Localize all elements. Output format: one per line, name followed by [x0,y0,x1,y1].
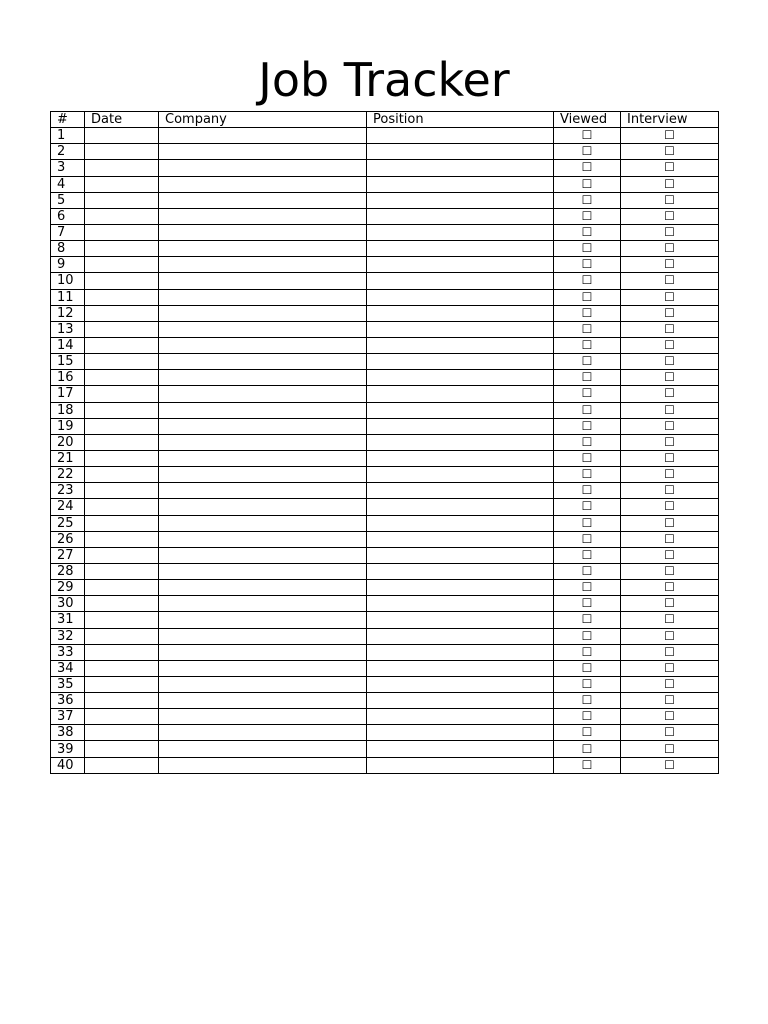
table-row [51,450,719,466]
viewed-checkbox-icon[interactable]: ☐ [554,273,621,289]
row-number: 39 [51,741,85,757]
table-row [51,612,719,628]
viewed-checkbox-icon[interactable]: ☐ [554,676,621,692]
table-row [51,224,719,240]
row-number: 3 [51,160,85,176]
position-cell[interactable] [367,547,554,563]
date-cell[interactable] [85,644,159,660]
company-cell[interactable] [159,321,367,337]
date-cell[interactable] [85,483,159,499]
table-row [51,241,719,257]
interview-checkbox-icon[interactable]: ☐ [621,450,719,466]
company-cell[interactable] [159,644,367,660]
date-cell[interactable] [85,660,159,676]
position-cell[interactable] [367,128,554,144]
row-number: 37 [51,709,85,725]
interview-checkbox-icon[interactable]: ☐ [621,596,719,612]
position-cell[interactable] [367,273,554,289]
table-row [51,289,719,305]
position-cell[interactable] [367,241,554,257]
table-row [51,144,719,160]
company-cell[interactable] [159,741,367,757]
position-cell[interactable] [367,176,554,192]
interview-checkbox-icon[interactable]: ☐ [621,273,719,289]
viewed-checkbox-icon[interactable]: ☐ [554,515,621,531]
column-header-number: # [51,112,85,128]
viewed-checkbox-icon[interactable]: ☐ [554,418,621,434]
table-row [51,709,719,725]
company-cell[interactable] [159,224,367,240]
table-row [51,531,719,547]
row-number: 22 [51,467,85,483]
viewed-checkbox-icon[interactable]: ☐ [554,208,621,224]
row-number: 11 [51,289,85,305]
interview-checkbox-icon[interactable]: ☐ [621,418,719,434]
interview-checkbox-icon[interactable]: ☐ [621,257,719,273]
viewed-checkbox-icon[interactable]: ☐ [554,499,621,515]
interview-checkbox-icon[interactable]: ☐ [621,660,719,676]
row-number: 14 [51,337,85,353]
viewed-checkbox-icon[interactable]: ☐ [554,563,621,579]
row-number: 12 [51,305,85,321]
company-cell[interactable] [159,208,367,224]
row-number: 32 [51,628,85,644]
viewed-checkbox-icon[interactable]: ☐ [554,386,621,402]
interview-checkbox-icon[interactable]: ☐ [621,531,719,547]
viewed-checkbox-icon[interactable]: ☐ [554,305,621,321]
position-cell[interactable] [367,321,554,337]
interview-checkbox-icon[interactable]: ☐ [621,402,719,418]
date-cell[interactable] [85,305,159,321]
column-header-position: Position [367,112,554,128]
company-cell[interactable] [159,144,367,160]
row-number: 9 [51,257,85,273]
position-cell[interactable] [367,418,554,434]
company-cell[interactable] [159,580,367,596]
viewed-checkbox-icon[interactable]: ☐ [554,354,621,370]
viewed-checkbox-icon[interactable]: ☐ [554,596,621,612]
viewed-checkbox-icon[interactable]: ☐ [554,660,621,676]
row-number: 26 [51,531,85,547]
row-number: 21 [51,450,85,466]
date-cell[interactable] [85,515,159,531]
table-row [51,660,719,676]
interview-checkbox-icon[interactable]: ☐ [621,693,719,709]
table-row [51,305,719,321]
row-number: 29 [51,580,85,596]
viewed-checkbox-icon[interactable]: ☐ [554,612,621,628]
company-cell[interactable] [159,434,367,450]
row-number: 10 [51,273,85,289]
interview-checkbox-icon[interactable]: ☐ [621,725,719,741]
table-row [51,757,719,773]
job-tracker-table [50,111,719,774]
table-row [51,693,719,709]
table-row [51,628,719,644]
company-cell[interactable] [159,757,367,773]
date-cell[interactable] [85,224,159,240]
table-row [51,499,719,515]
company-cell[interactable] [159,612,367,628]
date-cell[interactable] [85,273,159,289]
position-cell[interactable] [367,467,554,483]
company-cell[interactable] [159,370,367,386]
viewed-checkbox-icon[interactable]: ☐ [554,289,621,305]
date-cell[interactable] [85,144,159,160]
position-cell[interactable] [367,725,554,741]
date-cell[interactable] [85,450,159,466]
company-cell[interactable] [159,241,367,257]
row-number: 28 [51,563,85,579]
date-cell[interactable] [85,596,159,612]
table-row [51,741,719,757]
row-number: 40 [51,757,85,773]
table-row [51,192,719,208]
position-cell[interactable] [367,709,554,725]
header-row [51,112,719,128]
company-cell[interactable] [159,160,367,176]
row-number: 18 [51,402,85,418]
date-cell[interactable] [85,709,159,725]
interview-checkbox-icon[interactable]: ☐ [621,612,719,628]
interview-checkbox-icon[interactable]: ☐ [621,305,719,321]
interview-checkbox-icon[interactable]: ☐ [621,741,719,757]
row-number: 15 [51,354,85,370]
position-cell[interactable] [367,563,554,579]
table-row [51,676,719,692]
table-row [51,208,719,224]
interview-checkbox-icon[interactable]: ☐ [621,580,719,596]
date-cell[interactable] [85,208,159,224]
table-row [51,370,719,386]
table-row [51,128,719,144]
position-cell[interactable] [367,224,554,240]
table-row [51,418,719,434]
position-cell[interactable] [367,402,554,418]
position-cell[interactable] [367,257,554,273]
company-cell[interactable] [159,418,367,434]
interview-checkbox-icon[interactable]: ☐ [621,515,719,531]
viewed-checkbox-icon[interactable]: ☐ [554,321,621,337]
company-cell[interactable] [159,386,367,402]
date-cell[interactable] [85,725,159,741]
date-cell[interactable] [85,563,159,579]
row-number: 23 [51,483,85,499]
row-number: 35 [51,676,85,692]
company-cell[interactable] [159,628,367,644]
viewed-checkbox-icon[interactable]: ☐ [554,160,621,176]
row-number: 24 [51,499,85,515]
viewed-checkbox-icon[interactable]: ☐ [554,224,621,240]
row-number: 31 [51,612,85,628]
table-row [51,725,719,741]
company-cell[interactable] [159,289,367,305]
interview-checkbox-icon[interactable]: ☐ [621,354,719,370]
row-number: 7 [51,224,85,240]
row-number: 38 [51,725,85,741]
company-cell[interactable] [159,305,367,321]
position-cell[interactable] [367,305,554,321]
row-number: 30 [51,596,85,612]
row-number: 8 [51,241,85,257]
date-cell[interactable] [85,580,159,596]
position-cell[interactable] [367,192,554,208]
viewed-checkbox-icon[interactable]: ☐ [554,192,621,208]
position-cell[interactable] [367,628,554,644]
interview-checkbox-icon[interactable]: ☐ [621,644,719,660]
position-cell[interactable] [367,531,554,547]
table-row [51,354,719,370]
company-cell[interactable] [159,128,367,144]
page-title: Job Tracker [258,53,510,107]
table-row [51,547,719,563]
column-header-interview: Interview [621,112,719,128]
position-cell[interactable] [367,354,554,370]
interview-checkbox-icon[interactable]: ☐ [621,628,719,644]
company-cell[interactable] [159,176,367,192]
row-number: 25 [51,515,85,531]
table-row [51,321,719,337]
company-cell[interactable] [159,192,367,208]
company-cell[interactable] [159,709,367,725]
position-cell[interactable] [367,757,554,773]
interview-checkbox-icon[interactable]: ☐ [621,337,719,353]
table-row [51,402,719,418]
company-cell[interactable] [159,257,367,273]
position-cell[interactable] [367,660,554,676]
date-cell[interactable] [85,192,159,208]
table-row [51,160,719,176]
row-number: 36 [51,693,85,709]
row-number: 27 [51,547,85,563]
date-cell[interactable] [85,693,159,709]
row-number: 34 [51,660,85,676]
date-cell[interactable] [85,321,159,337]
position-cell[interactable] [367,160,554,176]
column-header-viewed: Viewed [554,112,621,128]
viewed-checkbox-icon[interactable]: ☐ [554,693,621,709]
position-cell[interactable] [367,337,554,353]
date-cell[interactable] [85,612,159,628]
viewed-checkbox-icon[interactable]: ☐ [554,741,621,757]
company-cell[interactable] [159,402,367,418]
table-row [51,563,719,579]
viewed-checkbox-icon[interactable]: ☐ [554,176,621,192]
company-cell[interactable] [159,354,367,370]
company-cell[interactable] [159,693,367,709]
column-header-company: Company [159,112,367,128]
interview-checkbox-icon[interactable]: ☐ [621,160,719,176]
interview-checkbox-icon[interactable]: ☐ [621,499,719,515]
company-cell[interactable] [159,725,367,741]
viewed-checkbox-icon[interactable]: ☐ [554,644,621,660]
position-cell[interactable] [367,612,554,628]
date-cell[interactable] [85,257,159,273]
position-cell[interactable] [367,450,554,466]
viewed-checkbox-icon[interactable]: ☐ [554,483,621,499]
interview-checkbox-icon[interactable]: ☐ [621,547,719,563]
interview-checkbox-icon[interactable]: ☐ [621,224,719,240]
date-cell[interactable] [85,402,159,418]
date-cell[interactable] [85,499,159,515]
interview-checkbox-icon[interactable]: ☐ [621,483,719,499]
interview-checkbox-icon[interactable]: ☐ [621,208,719,224]
position-cell[interactable] [367,483,554,499]
viewed-checkbox-icon[interactable]: ☐ [554,725,621,741]
date-cell[interactable] [85,337,159,353]
table-row [51,273,719,289]
interview-checkbox-icon[interactable]: ☐ [621,370,719,386]
table-row [51,467,719,483]
position-cell[interactable] [367,644,554,660]
company-cell[interactable] [159,676,367,692]
company-cell[interactable] [159,467,367,483]
company-cell[interactable] [159,450,367,466]
interview-checkbox-icon[interactable]: ☐ [621,709,719,725]
row-number: 20 [51,434,85,450]
position-cell[interactable] [367,144,554,160]
interview-checkbox-icon[interactable]: ☐ [621,321,719,337]
date-cell[interactable] [85,547,159,563]
table-row [51,644,719,660]
interview-checkbox-icon[interactable]: ☐ [621,144,719,160]
table-row [51,434,719,450]
company-cell[interactable] [159,499,367,515]
date-cell[interactable] [85,176,159,192]
row-number: 16 [51,370,85,386]
interview-checkbox-icon[interactable]: ☐ [621,434,719,450]
date-cell[interactable] [85,628,159,644]
date-cell[interactable] [85,370,159,386]
row-number: 17 [51,386,85,402]
table-row [51,580,719,596]
row-number: 19 [51,418,85,434]
interview-checkbox-icon[interactable]: ☐ [621,289,719,305]
company-cell[interactable] [159,337,367,353]
viewed-checkbox-icon[interactable]: ☐ [554,337,621,353]
row-number: 13 [51,321,85,337]
interview-checkbox-icon[interactable]: ☐ [621,241,719,257]
position-cell[interactable] [367,741,554,757]
table-row [51,596,719,612]
viewed-checkbox-icon[interactable]: ☐ [554,370,621,386]
company-cell[interactable] [159,531,367,547]
interview-checkbox-icon[interactable]: ☐ [621,128,719,144]
viewed-checkbox-icon[interactable]: ☐ [554,467,621,483]
position-cell[interactable] [367,208,554,224]
interview-checkbox-icon[interactable]: ☐ [621,176,719,192]
interview-checkbox-icon[interactable]: ☐ [621,386,719,402]
viewed-checkbox-icon[interactable]: ☐ [554,628,621,644]
company-cell[interactable] [159,660,367,676]
position-cell[interactable] [367,434,554,450]
row-number: 6 [51,208,85,224]
row-number: 1 [51,128,85,144]
interview-checkbox-icon[interactable]: ☐ [621,467,719,483]
position-cell[interactable] [367,386,554,402]
company-cell[interactable] [159,547,367,563]
row-number: 5 [51,192,85,208]
table-row [51,257,719,273]
viewed-checkbox-icon[interactable]: ☐ [554,531,621,547]
company-cell[interactable] [159,483,367,499]
interview-checkbox-icon[interactable]: ☐ [621,676,719,692]
viewed-checkbox-icon[interactable]: ☐ [554,144,621,160]
table-body [51,128,719,774]
viewed-checkbox-icon[interactable]: ☐ [554,757,621,773]
position-cell[interactable] [367,580,554,596]
position-cell[interactable] [367,289,554,305]
viewed-checkbox-icon[interactable]: ☐ [554,241,621,257]
date-cell[interactable] [85,160,159,176]
company-cell[interactable] [159,563,367,579]
company-cell[interactable] [159,596,367,612]
viewed-checkbox-icon[interactable]: ☐ [554,547,621,563]
table-row [51,515,719,531]
date-cell[interactable] [85,531,159,547]
interview-checkbox-icon[interactable]: ☐ [621,757,719,773]
date-cell[interactable] [85,386,159,402]
row-number: 2 [51,144,85,160]
date-cell[interactable] [85,757,159,773]
column-header-date: Date [85,112,159,128]
position-cell[interactable] [367,596,554,612]
date-cell[interactable] [85,418,159,434]
date-cell[interactable] [85,128,159,144]
viewed-checkbox-icon[interactable]: ☐ [554,257,621,273]
viewed-checkbox-icon[interactable]: ☐ [554,128,621,144]
row-number: 4 [51,176,85,192]
date-cell[interactable] [85,467,159,483]
position-cell[interactable] [367,515,554,531]
company-cell[interactable] [159,273,367,289]
viewed-checkbox-icon[interactable]: ☐ [554,434,621,450]
row-number: 33 [51,644,85,660]
interview-checkbox-icon[interactable]: ☐ [621,563,719,579]
position-cell[interactable] [367,693,554,709]
date-cell[interactable] [85,354,159,370]
viewed-checkbox-icon[interactable]: ☐ [554,402,621,418]
table-row [51,386,719,402]
position-cell[interactable] [367,676,554,692]
table-row [51,483,719,499]
date-cell[interactable] [85,241,159,257]
date-cell[interactable] [85,676,159,692]
date-cell[interactable] [85,289,159,305]
date-cell[interactable] [85,434,159,450]
position-cell[interactable] [367,370,554,386]
viewed-checkbox-icon[interactable]: ☐ [554,709,621,725]
company-cell[interactable] [159,515,367,531]
date-cell[interactable] [85,741,159,757]
viewed-checkbox-icon[interactable]: ☐ [554,450,621,466]
interview-checkbox-icon[interactable]: ☐ [621,192,719,208]
position-cell[interactable] [367,499,554,515]
table-row [51,337,719,353]
table-row [51,176,719,192]
viewed-checkbox-icon[interactable]: ☐ [554,580,621,596]
